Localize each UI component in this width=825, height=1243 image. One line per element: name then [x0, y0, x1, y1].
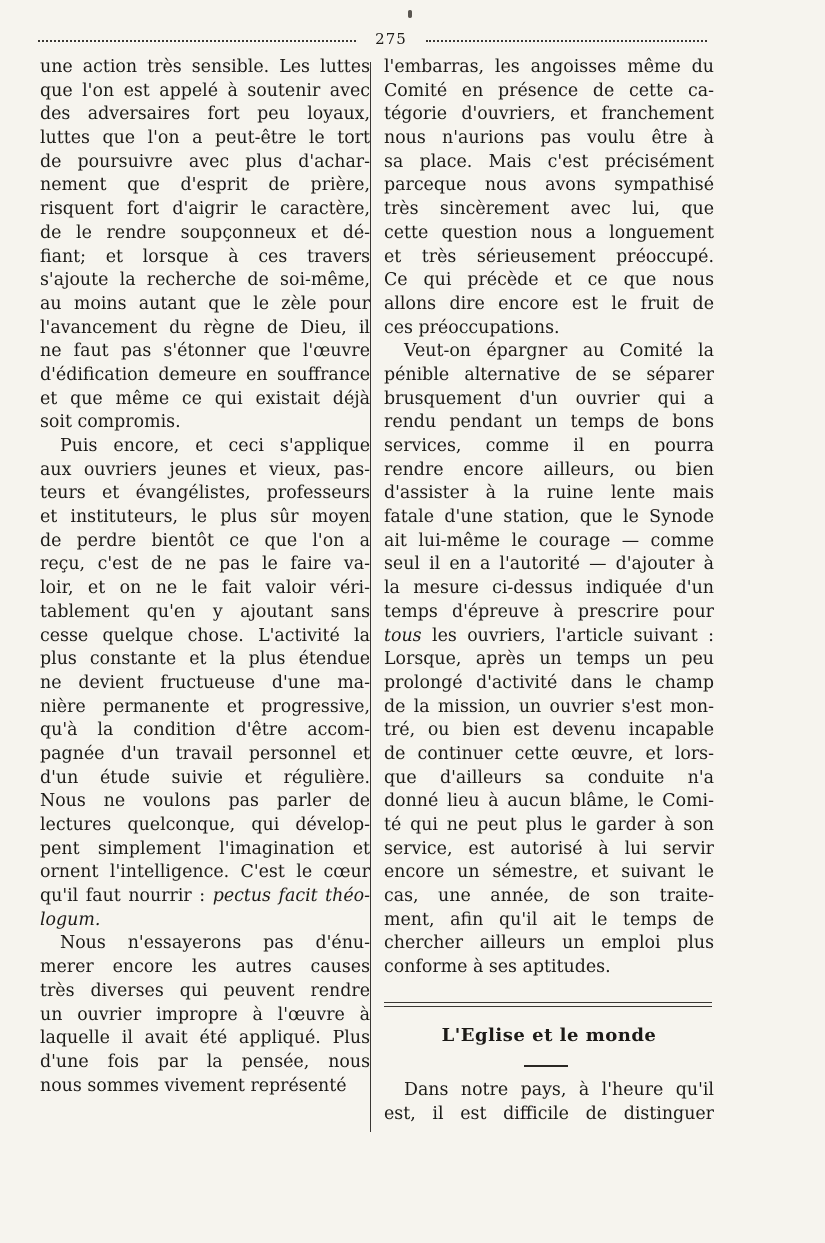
section-separator-bottom — [384, 1006, 712, 1007]
text-line: nement que d'esprit de prière, — [40, 175, 370, 196]
text-line: ne devient fructueuse d'une ma- — [40, 672, 370, 693]
text-line: services, comme il en pourra — [384, 436, 714, 456]
column-divider — [370, 62, 371, 1132]
text-line: d'un étude suivie et régulière. — [40, 767, 370, 788]
text-line: Dans notre pays, à l'heure qu'il — [404, 1080, 714, 1100]
text-line: et que même ce qui existait déjà — [40, 388, 370, 409]
text-line: chercher ailleurs un emploi plus — [384, 933, 714, 954]
text-line: une action très sensible. Les luttes — [40, 57, 370, 77]
text-line: que d'ailleurs sa conduite n'a — [384, 767, 714, 788]
text-line: Lorsque, après un temps un peu — [384, 649, 714, 670]
text-line: reçu, c'est de ne pas le faire va- — [40, 554, 370, 575]
text-line: rendre encore ailleurs, ou bien — [384, 459, 714, 480]
text-line: ne faut pas s'étonner que l'œuvre — [40, 341, 370, 362]
text-line: allons dire encore est le fruit de — [384, 293, 714, 314]
text-line: l'avancement du règne de Dieu, il — [40, 317, 370, 338]
text-line: nière permanente et progressive, — [40, 696, 370, 717]
header-rule-right — [426, 40, 707, 42]
text-line: fiant; et lorsque à ces travers — [40, 246, 370, 267]
text-line: d'une fois par la pensée, nous — [40, 1051, 370, 1072]
title-underline — [524, 1065, 568, 1067]
text-line: Nous ne voulons pas parler de — [40, 791, 370, 812]
text-line: seul il en a l'autorité — d'ajouter à — [384, 554, 714, 575]
text-line: nous n'aurions pas voulu être à — [384, 128, 714, 149]
section-title: L'Eglise et le monde — [441, 1025, 657, 1046]
text-line: luttes que l'on a peut-être le tort — [40, 128, 370, 149]
text-line: encore un sémestre, et suivant le — [384, 862, 714, 883]
text-line: de perdre bientôt ce que l'on a — [40, 530, 370, 551]
text-line: qu'il faut nourrir : pectus facit théo- — [40, 886, 370, 907]
section-body — [384, 1079, 714, 1126]
text-line: laquelle il avait été appliqué. Plus — [40, 1028, 370, 1049]
page-header — [38, 30, 707, 50]
text-line: service, est autorisé à lui servir — [384, 838, 714, 859]
text-line: d'assister à la ruine lente mais — [384, 483, 714, 504]
text-line: nous sommes vivement représenté — [40, 1075, 347, 1096]
text-line: logum. — [40, 909, 101, 930]
text-line: aux ouvriers jeunes et vieux, pas- — [40, 459, 370, 480]
text-line: Nous n'essayerons pas d'énu- — [60, 933, 370, 954]
text-line: Veut-on épargner au Comité la — [404, 341, 714, 362]
text-line: au moins autant que le zèle pour — [40, 293, 370, 314]
text-line: un ouvrier impropre à l'œuvre à — [40, 1004, 370, 1025]
text-line: qu'à la condition d'être accom- — [40, 720, 370, 741]
left-column — [40, 56, 370, 1098]
text-line: Puis encore, et ceci s'applique — [60, 436, 370, 456]
text-line: pénible alternative de se séparer — [384, 364, 714, 385]
text-line: l'embarras, les angoisses même du — [384, 57, 714, 77]
text-line: teurs et évangélistes, professeurs — [40, 483, 370, 504]
text-line: ait lui-même le courage — comme — [384, 530, 714, 551]
text-line: tous les ouvriers, l'article suivant : — [384, 625, 714, 646]
text-line: ces préoccupations. — [384, 317, 560, 338]
text-line: merer encore les autres causes — [40, 957, 370, 978]
text-line: temps d'épreuve à prescrire pour — [384, 601, 714, 622]
text-line: est, il est difficile de distinguer — [384, 1103, 714, 1124]
text-line: pent simplement l'imagination et — [40, 838, 370, 859]
text-line: rendu pendant un temps de bons — [384, 412, 714, 433]
text-line: conforme à ses aptitudes. — [384, 957, 611, 978]
text-line: tégorie d'ouvriers, et franchement — [384, 104, 714, 125]
text-line: d'édification demeure en souffrance — [40, 364, 370, 385]
page-number: 275 — [375, 30, 407, 48]
text-line: tablement qu'en y ajoutant sans — [40, 601, 370, 622]
text-line: lectures quelconque, qui dévelop- — [40, 815, 370, 835]
text-line: ornent l'intelligence. C'est le cœur — [40, 862, 370, 883]
text-line: que l'on est appelé à soutenir avec — [40, 80, 370, 101]
text-line: s'ajoute la recherche de soi-même, — [40, 270, 370, 291]
text-line: soit compromis. — [40, 412, 181, 433]
text-line: sa place. Mais c'est précisément — [384, 151, 714, 172]
text-line: de poursuivre avec plus d'achar- — [40, 151, 370, 172]
text-line: fatale d'une station, que le Synode — [384, 507, 714, 528]
text-line: ment, afin qu'il ait le temps de — [384, 909, 714, 930]
text-line: pagnée d'un travail personnel et — [40, 743, 370, 764]
text-line: parceque nous avons sympathisé — [384, 175, 714, 196]
section-separator-top — [384, 1002, 712, 1003]
text-line: très sincèrement avec lui, que — [384, 199, 714, 220]
header-rule-left — [38, 40, 356, 42]
text-line: et très sérieusement préoccupé. — [384, 246, 714, 267]
text-line: prolongé d'activité dans le champ — [384, 672, 714, 693]
text-line: té qui ne peut plus le garder à son — [384, 815, 714, 835]
text-line: de continuer cette œuvre, et lors- — [384, 743, 714, 764]
text-line: loir, et on ne le fait valoir véri- — [40, 578, 370, 599]
text-line: cas, une année, de son traite- — [384, 886, 714, 907]
text-line: Comité en présence de cette ca- — [384, 80, 714, 101]
text-line: Ce qui précède et ce que nous — [384, 270, 714, 291]
text-line: donné lieu à aucun blâme, le Comi- — [384, 791, 714, 812]
text-line: brusquement d'un ouvrier qui a — [384, 388, 714, 409]
text-line: plus constante et la plus étendue — [40, 649, 370, 670]
text-line: et instituteurs, le plus sûr moyen — [40, 507, 370, 528]
text-line: tré, ou bien est devenu incapable — [384, 720, 714, 741]
text-line: cette question nous a longuement — [384, 222, 714, 243]
ink-speck — [408, 10, 412, 18]
text-line: cesse quelque chose. L'activité la — [40, 625, 370, 646]
text-line: très diverses qui peuvent rendre — [40, 980, 370, 1001]
right-column — [384, 56, 714, 980]
text-line: de le rendre soupçonneux et dé- — [40, 222, 370, 243]
text-line: des adversaires fort peu loyaux, — [40, 104, 370, 125]
text-line: risquent fort d'aigrir le caractère, — [40, 199, 370, 220]
text-line: la mesure ci-dessus indiquée d'un — [384, 578, 714, 599]
text-line: de la mission, un ouvrier s'est mon- — [384, 696, 714, 717]
